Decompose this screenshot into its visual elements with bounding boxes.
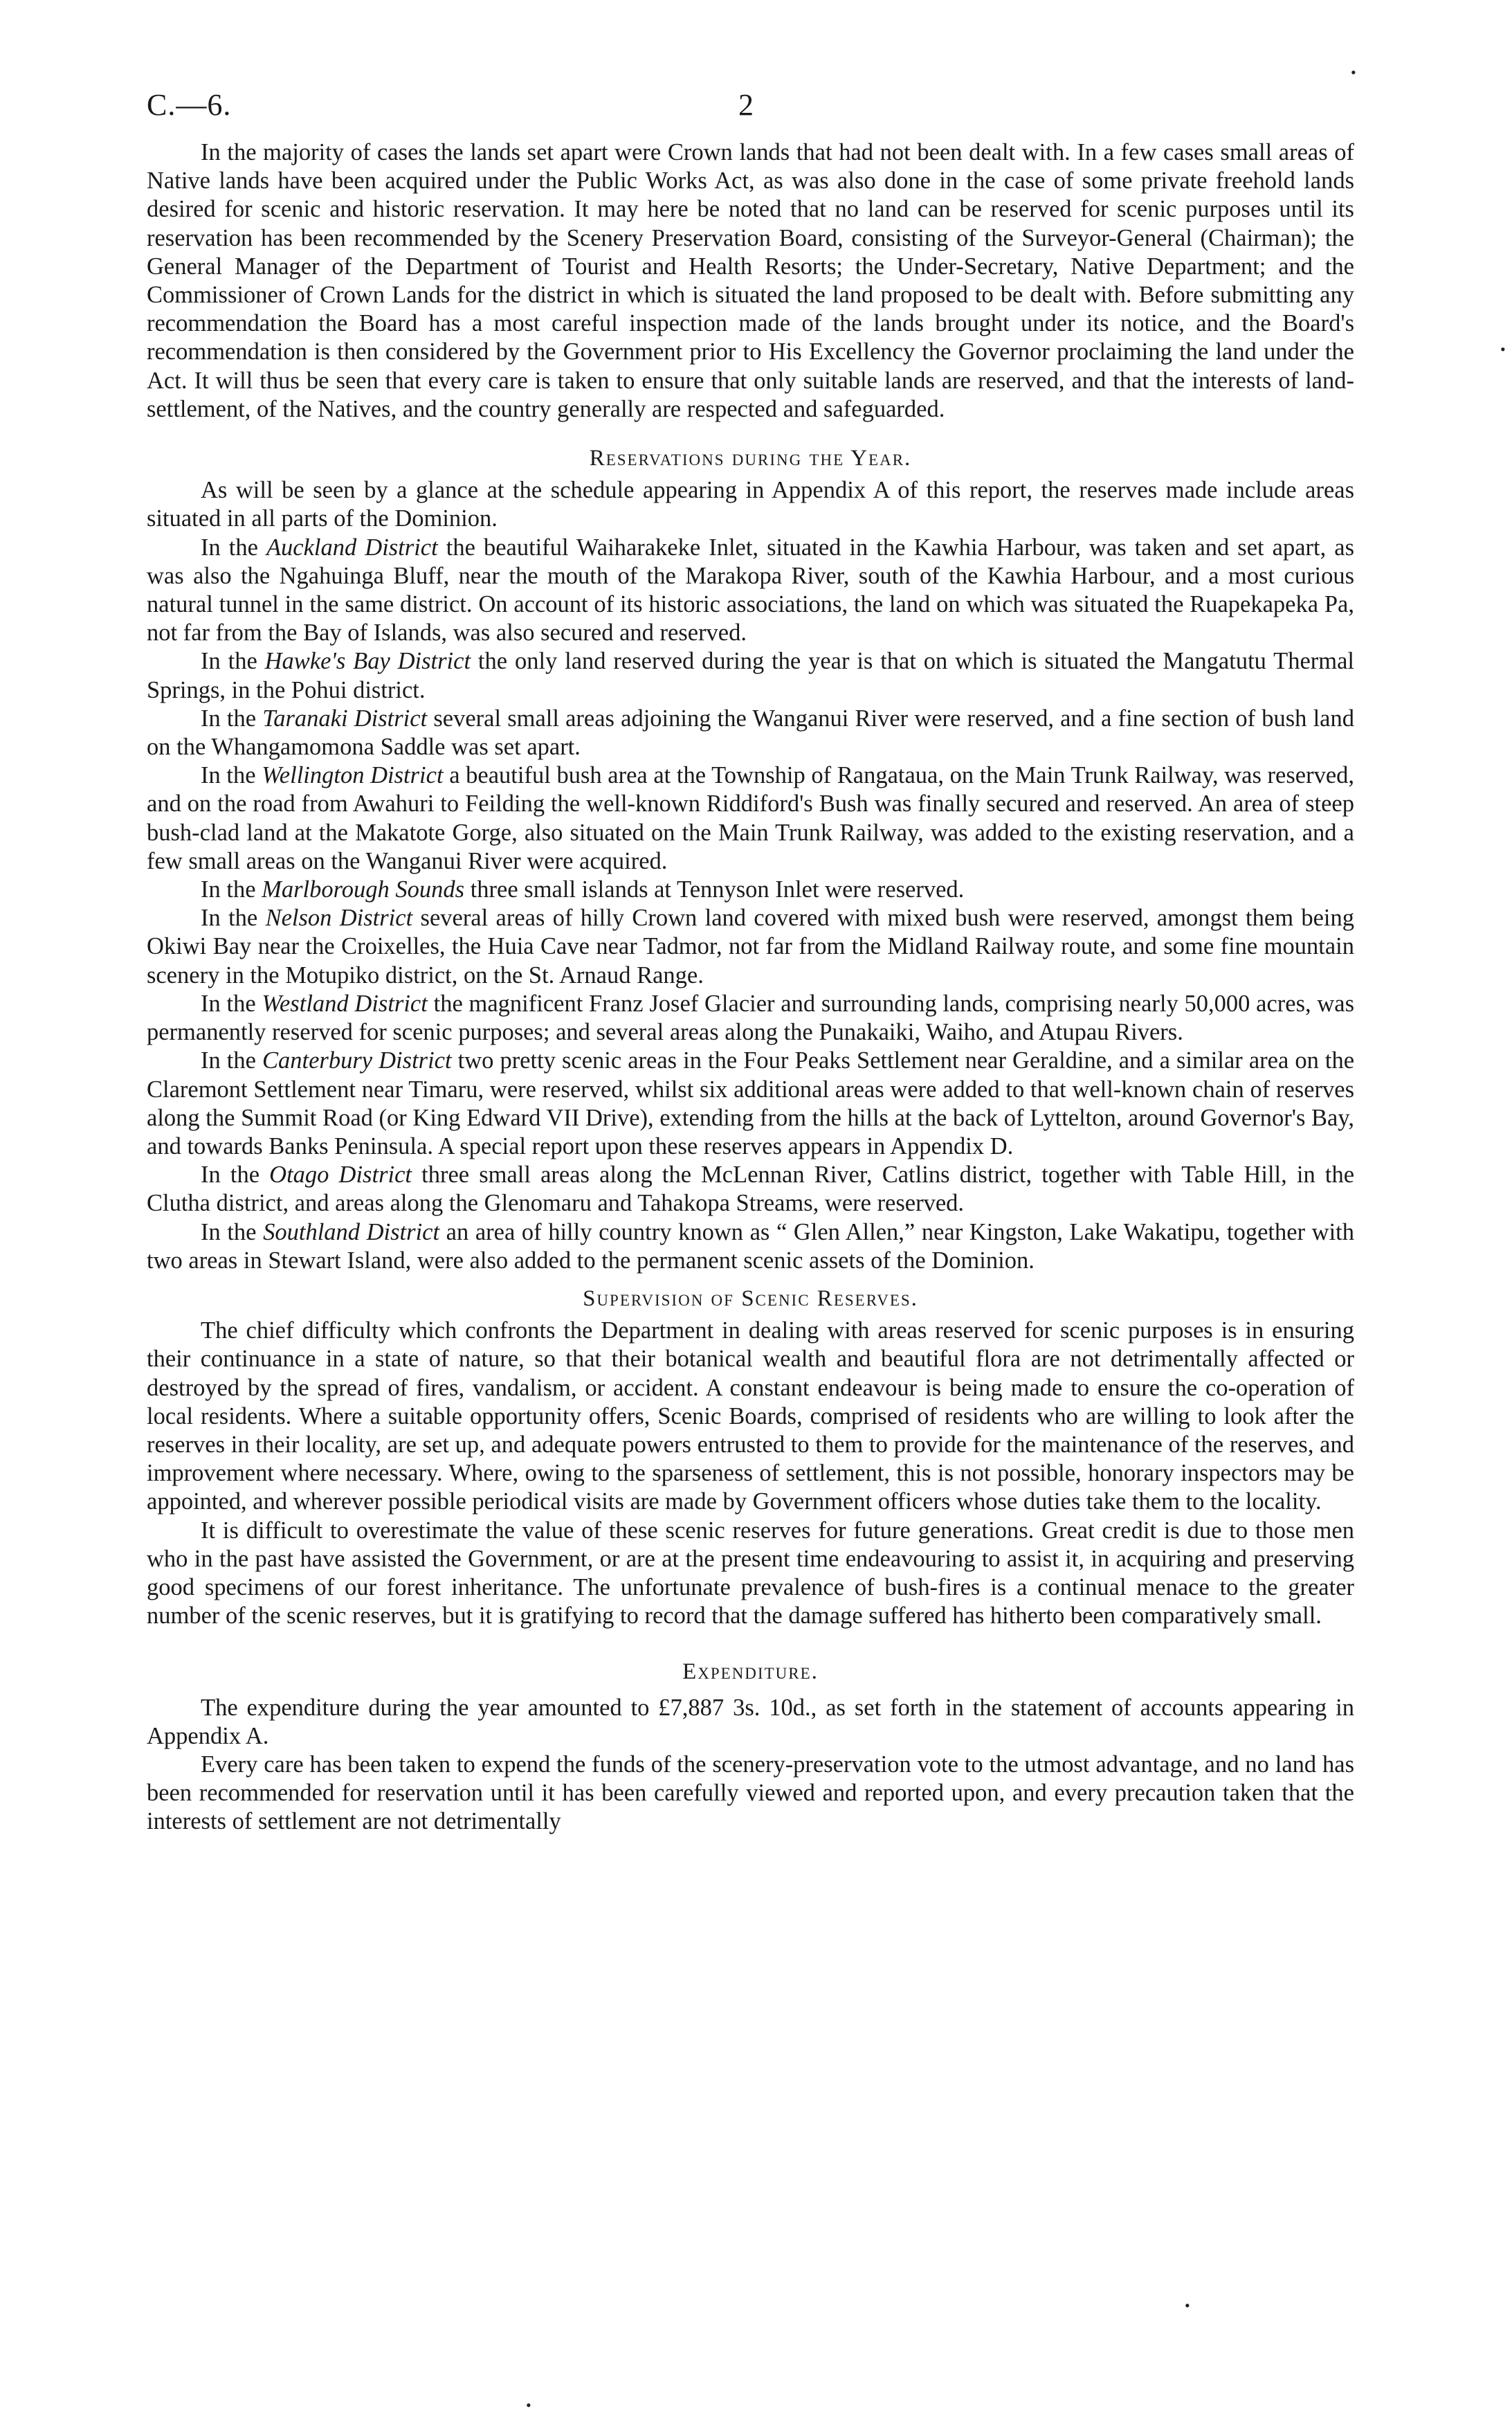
district-name: Canterbury District xyxy=(262,1047,452,1074)
lead-text: In the xyxy=(201,1047,256,1074)
district-name: Marlborough Sounds xyxy=(262,876,465,903)
paragraph-text: a beautiful bush area at the Township of Rangataua, on the Main Trunk Railway, was reserved, and on the road from Awahuri to Feilding the well-known Riddiford's Bush was finally secured and reserved. An area of steep bush-clad land at the Makatote Gorge, also situated on the Main Trunk Railway, was added to the existing reservation, and a few small areas on the Wanganui River were acquired. xyxy=(147,762,1355,874)
district-name: Southland District xyxy=(263,1218,440,1245)
document-page xyxy=(147,76,1354,1836)
lead-text: In the xyxy=(201,648,257,675)
paragraph-text: an area of hilly country known as “ Glen Allen,” near Kingston, Lake Wakatipu, together with two areas in Stewart Island, were also added to the permanent scenic assets of the Dominion. xyxy=(147,1218,1355,1274)
paragraph-southland xyxy=(147,1218,1354,1275)
scan-speck: • xyxy=(1351,64,1356,81)
paragraph-marlborough xyxy=(147,876,1354,904)
paragraph-text: two pretty scenic areas in the Four Peaks Settlement near Geraldine, and a similar area on the Claremont Settlement near Timaru, were reserved, whilst six additional areas were added to that well-known chain of reserves along the Summit Road (or King Edward VII Drive), extending from the hills at the back of Lyttelton, around Governor's Bay, and towards Banks Peninsula. A special report upon these reserves appears in Appendix D. xyxy=(147,1047,1355,1159)
district-name: Westland District xyxy=(262,990,428,1017)
district-name: Auckland District xyxy=(266,534,438,561)
paragraph-westland xyxy=(147,990,1354,1047)
paragraph-text: several small areas adjoining the Wanganui River were reserved, and a fine section of bush land on the Whangamomona Saddle was set apart. xyxy=(147,705,1354,761)
lead-text: In the xyxy=(201,905,258,932)
paragraph-nelson xyxy=(147,904,1354,990)
document-reference: C.—6. xyxy=(147,88,232,122)
paragraph-reservations-intro: As will be seen by a glance at the schedule appearing in Appendix A of this report, the reserves made include areas situated in all parts of the Dominion. xyxy=(147,477,1354,532)
district-name: Otago District xyxy=(269,1162,412,1189)
paragraph-text: several areas of hilly Crown land covered with mixed bush were reserved, amongst them being Okiwi Bay near the Croixelles, the Huia Cave near Tadmor, not far from the Midland Railway route, and some fine mountain scenery in the Motupiko district, on the St. Arnaud Range. xyxy=(147,905,1355,988)
scan-speck: • xyxy=(526,2396,531,2414)
paragraph-text: the only land reserved during the year is that on which is situated the Mangatutu Thermal Springs, in the Pohui district. xyxy=(147,648,1355,703)
heading-expenditure: Expenditure. xyxy=(682,1659,819,1685)
district-name: Taranaki District xyxy=(262,705,428,732)
lead-text: In the xyxy=(201,705,257,732)
paragraph-text: the magnificent Franz Josef Glacier and surrounding lands, comprising nearly 50,000 acres, was permanently reserved for scenic purposes; and several areas along the Punakaiki, Waiho, and Atupau Rivers. xyxy=(147,990,1355,1046)
lead-text: In the xyxy=(201,534,258,561)
body-text xyxy=(147,138,1354,1836)
lead-text: In the xyxy=(201,990,256,1017)
paragraph-otago xyxy=(147,1161,1354,1218)
paragraph-text: the beautiful Waiharakeke Inlet, situated in the Kawhia Harbour, was taken and set apart, as was also the Ngahuinga Bluff, near the mouth of the Marakopa River, south of the Kawhia Harbour, and a most curious natural tunnel in the same district. On account of its historic associations, the land on which was situated the Ruapekapeka Pa, not far from the Bay of Islands, was also secured and reserved. xyxy=(147,534,1355,647)
page-header xyxy=(147,76,1354,138)
scan-speck: • xyxy=(1185,2297,1190,2314)
scan-speck: • xyxy=(1500,341,1506,358)
paragraph-expenditure-2: Every care has been taken to expend the funds of the scenery-preservation vote to the utmost advantage, and no land has been recommended for reservation until it has been carefully viewed and reported upon, and every precaution taken that the interests of settlement are not detrimentally xyxy=(147,1751,1354,1835)
paragraph-supervision-1: The chief difficulty which confronts the Department in dealing with areas reserved for scenic purposes is in ensuring their continuance in a state of nature, so that their botanical wealth and beautiful flora are not detrimentally affected or destroyed by the spread of fires, vandalism, or accident. A constant endeavour is being made to ensure the co-operation of local residents. Where a suitable opportunity offers, Scenic Boards, comprised of residents who are willing to look after the reserves in their locality, are set up, and adequate powers entrusted to them to provide for the maintenance of the reserves, and improvement where necessary. Where, owing to the sparseness of settlement, this is not possible, honorary inspectors may be appointed, and wherever possible periodical visits are made by Government officers whose duties take them to the locality. xyxy=(147,1317,1354,1515)
paragraph-auckland xyxy=(147,534,1354,648)
lead-text: In the xyxy=(201,876,256,903)
paragraph-expenditure-1: The expenditure during the year amounted to £7,887 3s. 10d., as set forth in the statement of accounts appearing in Appendix A. xyxy=(147,1694,1354,1749)
intro-paragraph: In the majority of cases the lands set apart were Crown lands that had not been dealt with. In a few cases small areas of Native lands have been acquired under the Public Works Act, as was also done in the case of some private freehold lands desired for scenic and historic reservation. It may here be noted that no land can be reserved for scenic purposes until its reservation has been recommended by the Scenery Preservation Board, consisting of the Surveyor-General (Chairman); the General Manager of the Department of Tourist and Health Resorts; the Under-Secretary, Native Department; and the Commissioner of Crown Lands for the district in which is situated the land proposed to be dealt with. Before submitting any recommendation the Board has a most careful inspection made of the lands brought under its notice, and the Board's recommendation is then considered by the Government prior to His Excellency the Governor proclaiming the land under the Act. It will thus be seen that every care is taken to ensure that only suitable lands are reserved, and that the interests of land-settlement, of the Natives, and the country generally are respected and safeguarded. xyxy=(147,139,1354,422)
heading-supervision: Supervision of Scenic Reserves. xyxy=(583,1285,918,1311)
paragraph-text: three small areas along the McLennan River, Catlins district, together with Table Hill, in the Clutha district, and areas along the Glenomaru and Tahakopa Streams, were reserved. xyxy=(147,1162,1355,1217)
page-number: 2 xyxy=(738,88,754,122)
district-name: Nelson District xyxy=(265,905,413,932)
paragraph-text: three small islands at Tennyson Inlet were reserved. xyxy=(470,876,965,903)
lead-text: In the xyxy=(201,1218,257,1245)
lead-text: In the xyxy=(201,1162,260,1189)
paragraph-supervision-2: It is difficult to overestimate the value of these scenic reserves for future generations. Great credit is due to those men who in the past have assisted the Government, or are at the present time endeavouring to assist it, in acquiring and preserving good specimens of our forest inheritance. The unfortunate prevalence of bush-fires is a continual menace to the greater number of the scenic reserves, but it is gratifying to record that the damage suffered has hitherto been comparatively small. xyxy=(147,1517,1354,1629)
paragraph-canterbury xyxy=(147,1047,1354,1161)
lead-text: In the xyxy=(201,762,256,789)
heading-reservations: Reservations during the Year. xyxy=(589,446,912,471)
paragraph-hawkes-bay xyxy=(147,647,1354,704)
district-name: Hawke's Bay District xyxy=(264,648,471,675)
district-name: Wellington District xyxy=(262,762,444,789)
paragraph-wellington xyxy=(147,761,1354,876)
paragraph-taranaki xyxy=(147,705,1354,761)
